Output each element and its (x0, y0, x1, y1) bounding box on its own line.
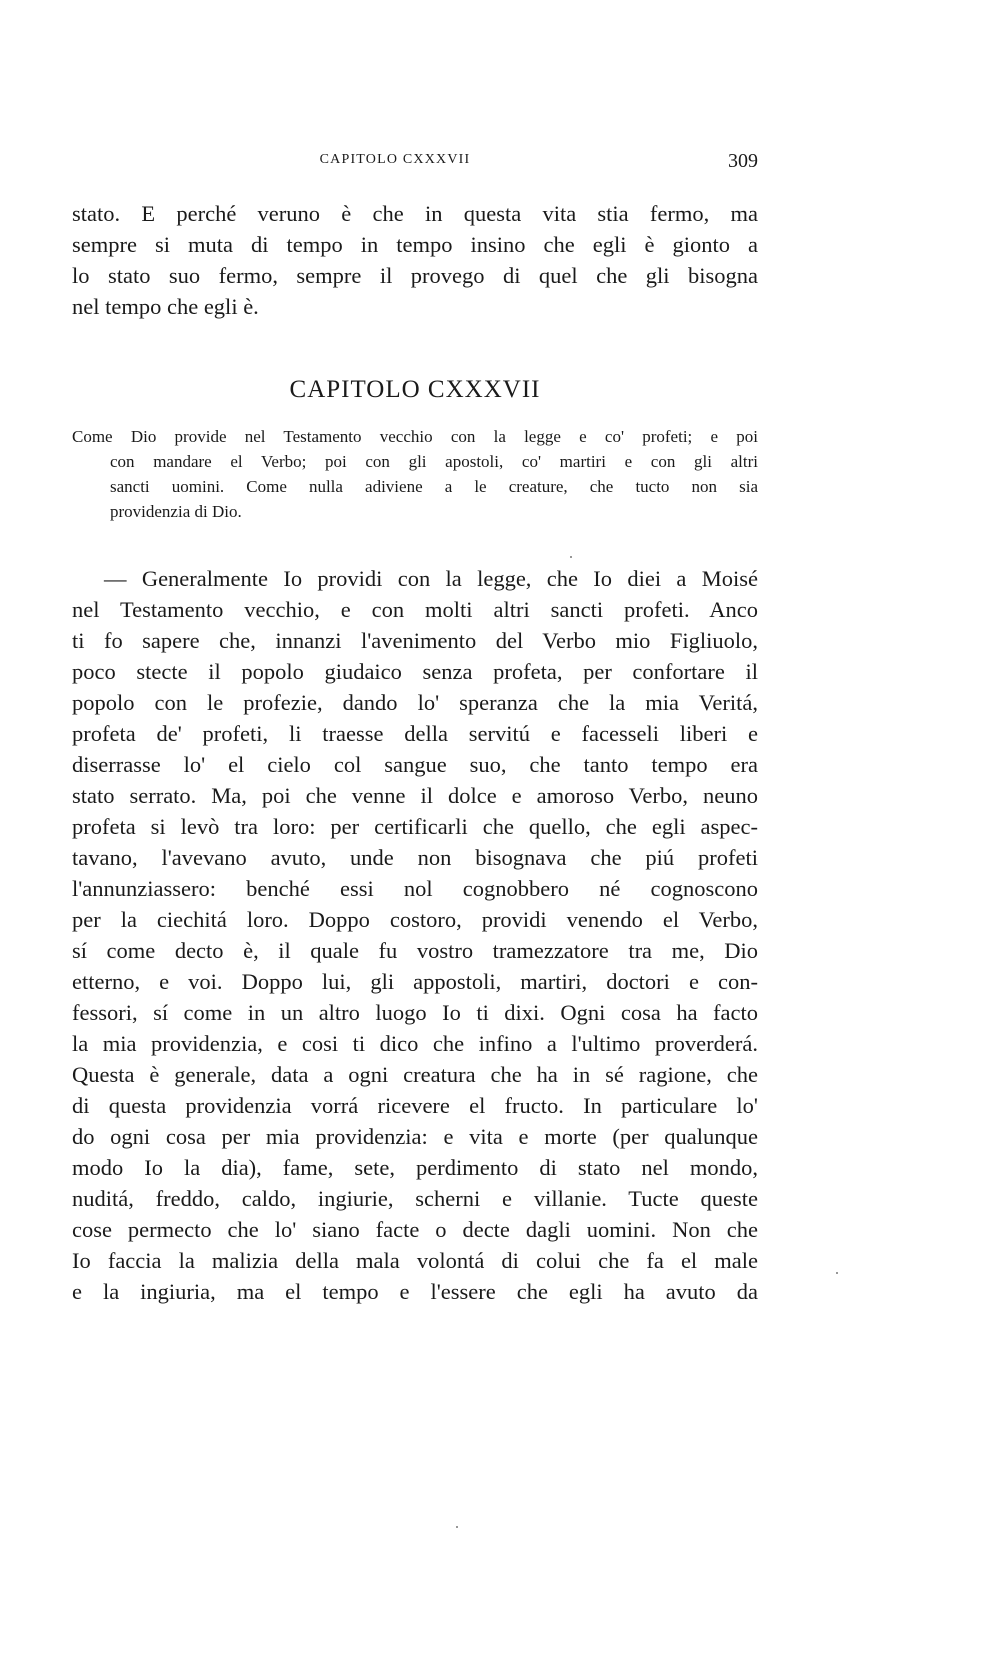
running-title: CAPITOLO CXXXVII (319, 152, 471, 167)
text-line: Io faccia la malizia della mala volontá di colui che fa el male (72, 1248, 758, 1273)
text-line: modo Io la dia), fame, sete, perdimento di stato nel mondo, (72, 1155, 758, 1180)
scan-speck (456, 1526, 458, 1528)
scan-speck (570, 556, 572, 558)
text-line: nel Testamento vecchio, e con molti altri sancti profeti. Anco (72, 597, 758, 622)
page-number: 309 (728, 150, 758, 172)
text-line: nuditá, freddo, caldo, ingiurie, scherni e villanie. Tucte queste (72, 1186, 758, 1211)
chapter-heading: CAPITOLO CXXXVII (289, 376, 541, 403)
text-line: fessori, sí come in un altro luogo Io ti dixi. Ogni cosa ha facto (72, 1000, 758, 1025)
summary-line: providenzia di Dio. (110, 502, 242, 521)
text-line: — Generalmente Io providi con la legge, che Io diei a Moisé (104, 566, 758, 591)
summary-line: Come Dio provide nel Testamento vecchio con la legge e co' profeti; e poi (72, 427, 758, 446)
text-line: profeta si levò tra loro: per certificarli che quello, che egli aspec- (72, 814, 758, 839)
text-line: ti fo sapere che, innanzi l'avenimento del Verbo mio Figliuolo, (72, 628, 758, 653)
continuation-paragraph (72, 198, 758, 322)
text-line: Questa è generale, data a ogni creatura che ha in sé ragione, che (72, 1062, 758, 1087)
text-line: diserrasse lo' el cielo col sangue suo, che tanto tempo era (72, 752, 758, 777)
text-line: stato. E perché veruno è che in questa vita stia fermo, ma (72, 201, 758, 226)
text-line: tavano, l'avevano avuto, unde non bisognava che piú profeti (72, 845, 758, 870)
text-line: cose permecto che lo' siano facte o decte dagli uomini. Non che (72, 1217, 758, 1242)
summary-line: sancti uomini. Come nulla adiviene a le creature, che tucto non sia (110, 477, 758, 496)
text-line: do ogni cosa per mia providenzia: e vita e morte (per qualunque (72, 1124, 758, 1149)
text-line: nel tempo che egli è. (72, 294, 259, 319)
scan-speck (836, 1272, 838, 1274)
text-line: la mia providenzia, e cosi ti dico che infino a l'ultimo proverderá. (72, 1031, 758, 1056)
chapter-body (72, 563, 758, 1307)
text-line: lo stato suo fermo, sempre il provego di quel che gli bisogna (72, 263, 758, 288)
text-line: stato serrato. Ma, poi che venne il dolce e amoroso Verbo, neuno (72, 783, 758, 808)
running-header (72, 150, 758, 174)
chapter-summary (72, 424, 758, 524)
text-line: e la ingiuria, ma el tempo e l'essere che egli ha avuto da (72, 1279, 758, 1304)
text-line: per la ciechitá loro. Doppo costoro, providi venendo el Verbo, (72, 907, 758, 932)
text-line: l'annunziassero: benché essi nol cognobbero né cognoscono (72, 876, 758, 901)
text-line: di questa providenzia vorrá ricevere el fructo. In particulare lo' (72, 1093, 758, 1118)
summary-line: con mandare el Verbo; poi con gli apostoli, co' martiri e con gli altri (110, 452, 758, 471)
text-line: poco stecte il popolo giudaico senza profeta, per confortare il (72, 659, 758, 684)
text-line: etterno, e voi. Doppo lui, gli appostoli, martiri, doctori e con- (72, 969, 758, 994)
text-line: sí come decto è, il quale fu vostro tramezzatore tra me, Dio (72, 938, 758, 963)
text-line: popolo con le profezie, dando lo' speranza che la mia Veritá, (72, 690, 758, 715)
text-line: profeta de' profeti, li traesse della servitú e facesseli liberi e (72, 721, 758, 746)
text-line: sempre si muta di tempo in tempo insino che egli è gionto a (72, 232, 758, 257)
